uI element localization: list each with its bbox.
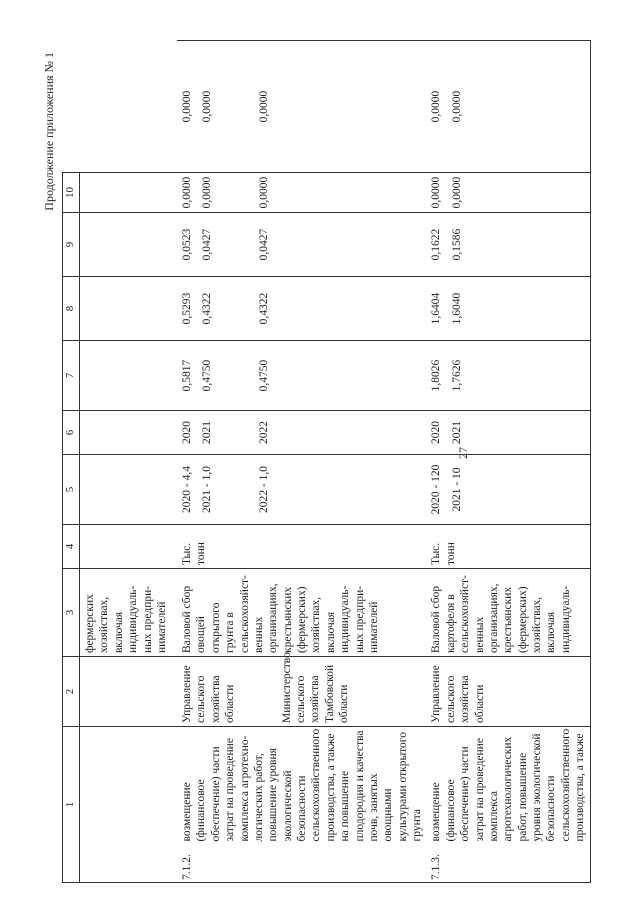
- federal-value: 0,4322: [257, 292, 270, 325]
- table-row-7-1-3: [426, 41, 590, 883]
- header-col-2: 2: [63, 657, 80, 727]
- total-values: [177, 341, 426, 411]
- year-value: 2021: [201, 421, 214, 444]
- regional-value: 0,0523: [181, 228, 193, 261]
- other-value: 0,0000: [257, 90, 270, 123]
- total-value: 1,7626: [450, 359, 463, 392]
- executor-secondary: Министерство сельского хозяйства Тамбовской области: [280, 652, 350, 723]
- local-value: 0,0000: [257, 176, 270, 209]
- executor-cell: [177, 652, 426, 727]
- year-values: [426, 411, 590, 455]
- indicator-cell: фермерских хозяйствах, включая индивидуаль-ных предпри-нимателей: [80, 569, 178, 657]
- header-col-9: 9: [63, 213, 80, 277]
- executor-primary: Управление сельского хозяйства области: [181, 665, 237, 723]
- measure-description: возмещение (финансовое обеспечение) части затрат на проведение комплекса агротехно-логических работ, повышение уровня экологической безопасности сельскохозяйственного производства, а также на повышение плодородия и качества почв, занятых овощными культурами открытого грунта: [177, 727, 426, 845]
- year-value: 2020: [181, 421, 193, 444]
- header-row: [63, 41, 80, 883]
- header-col-1: 1: [63, 727, 80, 883]
- target-value: 2021 - 10: [450, 467, 463, 512]
- local-value: 0,0000: [430, 176, 443, 209]
- other-value: 0,0000: [201, 90, 214, 123]
- header-col-7: 7: [63, 341, 80, 411]
- header-col-6: 6: [63, 411, 80, 455]
- header-col-5: 5: [63, 455, 80, 525]
- regional-value: 0,0427: [201, 228, 214, 261]
- other-value: 0,0000: [181, 90, 193, 123]
- target-value: 2022 - 1,0: [257, 466, 270, 513]
- measure-description: возмещение (финансовое обеспечение) части затрат на проведение комплекса агротехнологических работ, повышение уровня экологической безопасности сельскохозяйственного производства, а также: [426, 727, 590, 845]
- executor-cell: Управление сельского хозяйства области: [426, 657, 590, 727]
- federal-value: 1,6040: [450, 292, 463, 325]
- header-col-4: 4: [63, 525, 80, 569]
- header-col-8: 8: [63, 277, 80, 341]
- target-value: 2021 - 1,0: [201, 466, 214, 513]
- other-value: 0,0000: [430, 90, 443, 123]
- unit-cell: Тыс. тонн: [177, 525, 426, 569]
- regional-values: [177, 213, 426, 277]
- regional-value: 0,1622: [430, 228, 443, 261]
- year-value: 2020: [430, 421, 443, 444]
- year-values: [177, 411, 426, 455]
- header-blank: [63, 41, 80, 173]
- program-table: [62, 40, 591, 883]
- row-number: 7.1.2.: [177, 845, 426, 883]
- regional-value: 0,0427: [257, 228, 270, 261]
- other-value: 0,0000: [450, 90, 463, 123]
- local-value: 0,0000: [201, 176, 214, 209]
- target-value: 2020 - 4,4: [181, 466, 193, 513]
- continuation-note: Продолжение приложения № 1: [42, 52, 56, 211]
- unit-cell: Тыс. тонн: [426, 525, 590, 569]
- regional-values: [426, 213, 590, 277]
- table-row-continued: [80, 41, 178, 883]
- page-number: 27: [456, 447, 470, 459]
- local-value: 0,0000: [450, 176, 463, 209]
- local-values: [177, 173, 426, 213]
- header-col-3: 3: [63, 569, 80, 657]
- indicator-cell: Валовой сбор овощей открытого грунта в сельскохозяйст-венных организациях, крестьянских (фермерских) хозяйствах, включая индивидуаль-ных предпри-нимателей: [177, 569, 426, 657]
- federal-value: 1,6404: [430, 292, 443, 325]
- local-value: 0,0000: [181, 176, 193, 209]
- other-values: [177, 41, 426, 173]
- total-value: 0,4750: [201, 359, 214, 392]
- target-values: [177, 455, 426, 525]
- year-value: 2022: [257, 421, 270, 444]
- total-value: 0,4750: [257, 359, 270, 392]
- total-values: [426, 341, 590, 411]
- row-number: 7.1.3.: [426, 845, 590, 883]
- header-col-10: 10: [63, 173, 80, 213]
- federal-value: 0,5293: [181, 292, 193, 325]
- total-value: 1,8026: [430, 359, 443, 392]
- other-values: [426, 41, 590, 173]
- federal-values: [426, 277, 590, 341]
- table-row-7-1-2: [177, 41, 426, 883]
- federal-value: 0,4322: [201, 292, 214, 325]
- total-value: 0,5817: [181, 359, 193, 392]
- regional-value: 0,1586: [450, 228, 463, 261]
- target-values: [426, 455, 590, 525]
- year-value: 2021: [450, 421, 463, 444]
- target-value: 2020 - 120: [430, 464, 443, 515]
- federal-values: [177, 277, 426, 341]
- local-values: [426, 173, 590, 213]
- indicator-cell: Валовой сбор картофеля в сельскохозяйст-венных организациях, крестьянских (фермерских) хозяйствах, включая индивидуаль-: [426, 569, 590, 657]
